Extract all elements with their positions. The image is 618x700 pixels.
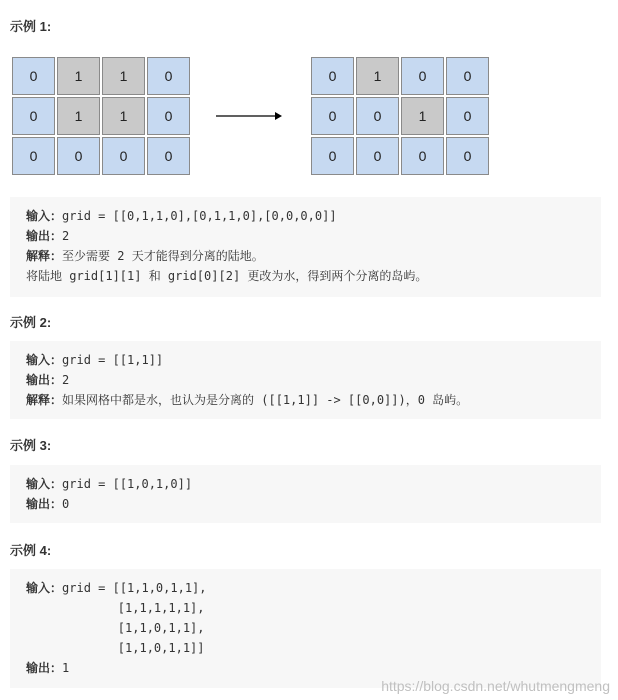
example-2-line-1: 输入：grid = [[1,1]] bbox=[26, 353, 164, 367]
example-1-code-box bbox=[10, 197, 601, 297]
grid-cell: 0 bbox=[401, 57, 444, 95]
grid-cell: 0 bbox=[57, 137, 100, 175]
example-4-line-5: 输出：1 bbox=[26, 661, 70, 675]
grid-cell: 0 bbox=[147, 97, 190, 135]
grid-cell: 0 bbox=[12, 137, 55, 175]
example-2-line-2: 输出：2 bbox=[26, 373, 70, 387]
grid-before bbox=[12, 57, 194, 179]
example-4-title: 示例 4: bbox=[10, 543, 52, 558]
arrow-right-icon bbox=[215, 109, 283, 123]
example-1-line-4: 将陆地 grid[1][1] 和 grid[0][2] 更改为水，得到两个分离的岛屿。 bbox=[26, 269, 428, 283]
grid-cell: 0 bbox=[401, 137, 444, 175]
grid-cell: 0 bbox=[147, 57, 190, 95]
grid-cell: 1 bbox=[401, 97, 444, 135]
example-1-line-1: 输入：grid = [[0,1,1,0],[0,1,1,0],[0,0,0,0]] bbox=[26, 209, 337, 223]
example-4-line-4: [1,1,0,1,1]] bbox=[60, 641, 205, 655]
grid-cell: 0 bbox=[147, 137, 190, 175]
grid-cell: 0 bbox=[311, 97, 354, 135]
example-2-line-3: 解释：如果网格中都是水，也认为是分离的 ([[1,1]] -> [[0,0]])，0 岛屿。 bbox=[26, 393, 469, 407]
grid-after bbox=[311, 57, 493, 179]
example-3-line-1: 输入：grid = [[1,0,1,0]] bbox=[26, 477, 193, 491]
watermark: https://blog.csdn.net/whutmengmeng bbox=[381, 678, 610, 694]
grid-cell: 1 bbox=[57, 57, 100, 95]
grid-cell: 0 bbox=[356, 137, 399, 175]
example-1-line-3: 解释：至少需要 2 天才能得到分离的陆地。 bbox=[26, 249, 264, 263]
grid-cell: 0 bbox=[311, 57, 354, 95]
grid-cell: 0 bbox=[311, 137, 354, 175]
example-4-line-2: [1,1,1,1,1], bbox=[60, 601, 205, 615]
example-2-code-box bbox=[10, 341, 601, 419]
grid-cell: 1 bbox=[57, 97, 100, 135]
grid-cell: 0 bbox=[356, 97, 399, 135]
example-4-line-1: 输入：grid = [[1,1,0,1,1], bbox=[26, 581, 207, 595]
example-1-title: 示例 1: bbox=[10, 19, 52, 34]
grid-cell: 0 bbox=[12, 97, 55, 135]
example-1-line-2: 输出：2 bbox=[26, 229, 70, 243]
grid-cell: 1 bbox=[356, 57, 399, 95]
grid-cell: 0 bbox=[446, 97, 489, 135]
example-2-title: 示例 2: bbox=[10, 315, 52, 330]
grid-cell: 1 bbox=[102, 97, 145, 135]
example-3-code-box bbox=[10, 465, 601, 523]
grid-cell: 0 bbox=[12, 57, 55, 95]
grid-cell: 0 bbox=[102, 137, 145, 175]
example-3-title: 示例 3: bbox=[10, 438, 52, 453]
grid-cell: 1 bbox=[102, 57, 145, 95]
grid-cell: 0 bbox=[446, 57, 489, 95]
example-3-line-2: 输出：0 bbox=[26, 497, 70, 511]
example-4-code-box bbox=[10, 569, 601, 688]
grid-cell: 0 bbox=[446, 137, 489, 175]
example-4-line-3: [1,1,0,1,1], bbox=[60, 621, 205, 635]
